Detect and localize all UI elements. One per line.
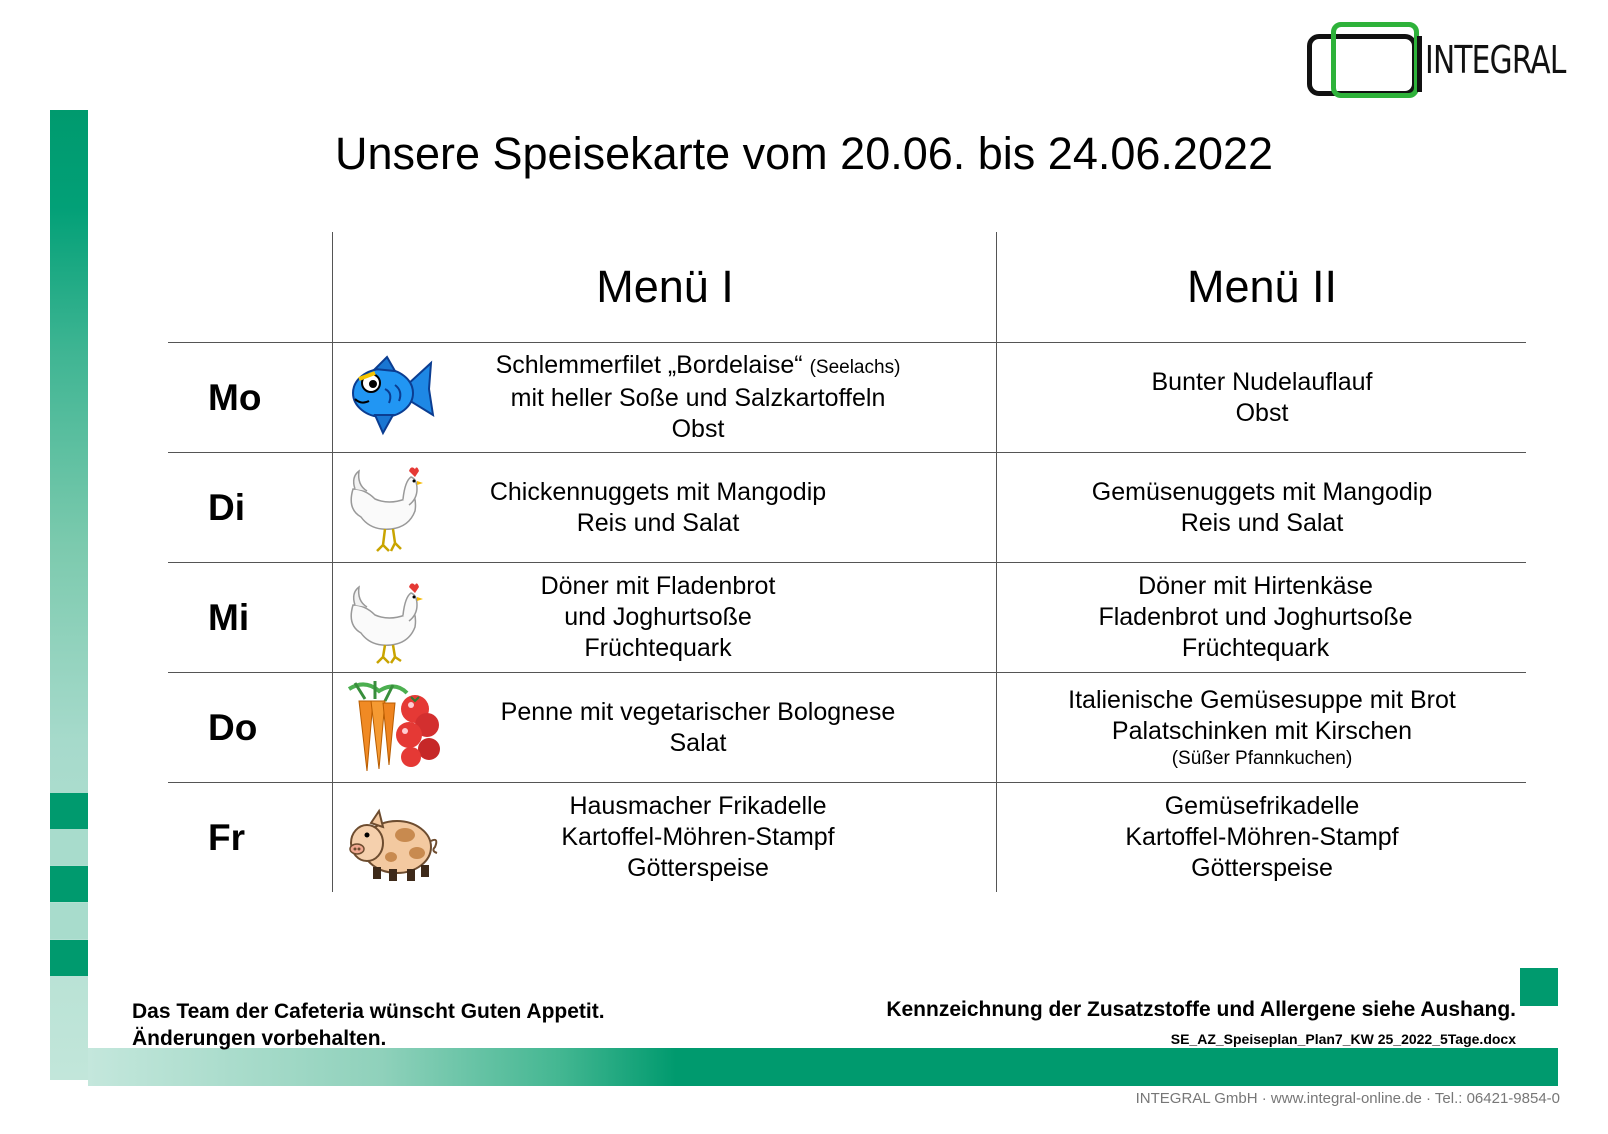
day-label: Fr xyxy=(208,816,245,858)
dish-line: Chickennuggets mit Mangodip xyxy=(489,477,827,506)
dish-line: Reis und Salat xyxy=(1180,508,1344,537)
dish-line: Salat xyxy=(669,728,727,757)
dish-line: Kartoffel-Möhren-Stampf xyxy=(561,823,835,851)
decor-square xyxy=(50,793,88,829)
table-row xyxy=(168,783,1526,892)
menu1-cell xyxy=(458,783,938,892)
header-menu2: Menü II xyxy=(996,232,1527,342)
decor-square xyxy=(50,829,88,865)
footer-left xyxy=(132,998,605,1052)
dish-line: Reis und Salat xyxy=(576,508,740,537)
bottom-decor-bar xyxy=(88,1048,1558,1086)
dish-line: Obst xyxy=(671,415,725,443)
logo-text: INTEGRAL xyxy=(1425,38,1566,82)
decor-square xyxy=(50,903,88,939)
table-row xyxy=(168,343,1526,453)
footer-disclaimer: Änderungen vorbehalten. xyxy=(132,1027,387,1050)
day-label: Mi xyxy=(208,596,250,638)
dish-line: Döner mit Hirtenkäse xyxy=(1138,572,1373,600)
dish-line: Gemüsenuggets mit Mangodip xyxy=(1091,477,1433,506)
dish-line: mit heller Soße und Salzkartoffeln xyxy=(510,384,886,412)
dish-note: (Süßer Pfannkuchen) xyxy=(1171,747,1353,769)
dish-line: Gemüsefrikadelle xyxy=(1164,792,1360,820)
decor-square xyxy=(50,940,88,976)
decor-square xyxy=(50,866,88,902)
table-row xyxy=(168,453,1526,563)
integral-logo xyxy=(1305,20,1595,100)
footer-allergen-note: Kennzeichnung der Zusatzstoffe und Allergene siehe Aushang. xyxy=(886,998,1516,1021)
menu1-cell xyxy=(458,343,938,452)
vegetables-icon xyxy=(345,679,445,775)
menu2-cell xyxy=(996,673,1527,782)
image-cell xyxy=(332,783,443,892)
day-label: Di xyxy=(208,486,245,528)
menu2-cell xyxy=(996,563,1526,672)
menu-table xyxy=(168,232,1526,892)
dish-name: Schlemmerfilet „Bordelaise“ xyxy=(495,351,803,379)
dish-line: Italienische Gemüsesuppe mit Brot xyxy=(1068,685,1456,714)
header-menu1: Menü I xyxy=(332,232,997,342)
dish-line: Kartoffel-Möhren-Stampf xyxy=(1125,823,1399,851)
menu2-cell xyxy=(996,453,1527,562)
dish-line: Hausmacher Frikadelle xyxy=(569,792,827,820)
day-label: Mo xyxy=(208,376,262,418)
menu1-cell xyxy=(418,563,898,672)
image-cell xyxy=(332,343,443,452)
dish-line: Döner mit Fladenbrot xyxy=(540,572,776,600)
dish-line: Götterspeise xyxy=(627,854,769,882)
fish-icon xyxy=(345,349,435,445)
table-header xyxy=(168,232,1526,343)
dish-line: Früchtequark xyxy=(584,634,732,662)
company-info: INTEGRAL GmbH · www.integral-online.de · Tel.: 06421-9854-0 xyxy=(1135,1090,1560,1107)
dish-line: Götterspeise xyxy=(1191,854,1333,882)
menu1-cell xyxy=(418,453,898,562)
dish-line: Palatschinken mit Kirschen xyxy=(1111,716,1413,745)
footer-greeting: Das Team der Cafeteria wünscht Guten Appetit. xyxy=(132,1000,605,1023)
document-filename: SE_AZ_Speiseplan_Plan7_KW 25_2022_5Tage.docx xyxy=(1170,1031,1516,1047)
day-label: Do xyxy=(208,706,258,748)
dish-line: Bunter Nudelauflauf xyxy=(1151,367,1373,396)
dish-line: Penne mit vegetarischer Bolognese xyxy=(500,697,896,726)
menu2-cell xyxy=(996,343,1527,452)
menu1-cell xyxy=(458,673,938,782)
dish-line: und Joghurtsoße xyxy=(564,603,752,631)
menu2-cell xyxy=(996,783,1527,892)
table-row xyxy=(168,673,1526,783)
table-row xyxy=(168,563,1526,673)
page-title: Unsere Speisekarte vom 20.06. bis 24.06.2022 xyxy=(334,128,1274,179)
dish-line: Obst xyxy=(1235,398,1289,427)
image-cell xyxy=(332,673,443,782)
dish-line: Fladenbrot und Joghurtsoße xyxy=(1098,603,1413,631)
decor-square-right xyxy=(1520,968,1558,1006)
dish-line: Früchtequark xyxy=(1181,634,1330,662)
pig-icon xyxy=(345,789,441,885)
dish-note: (Seelachs) xyxy=(809,357,901,378)
